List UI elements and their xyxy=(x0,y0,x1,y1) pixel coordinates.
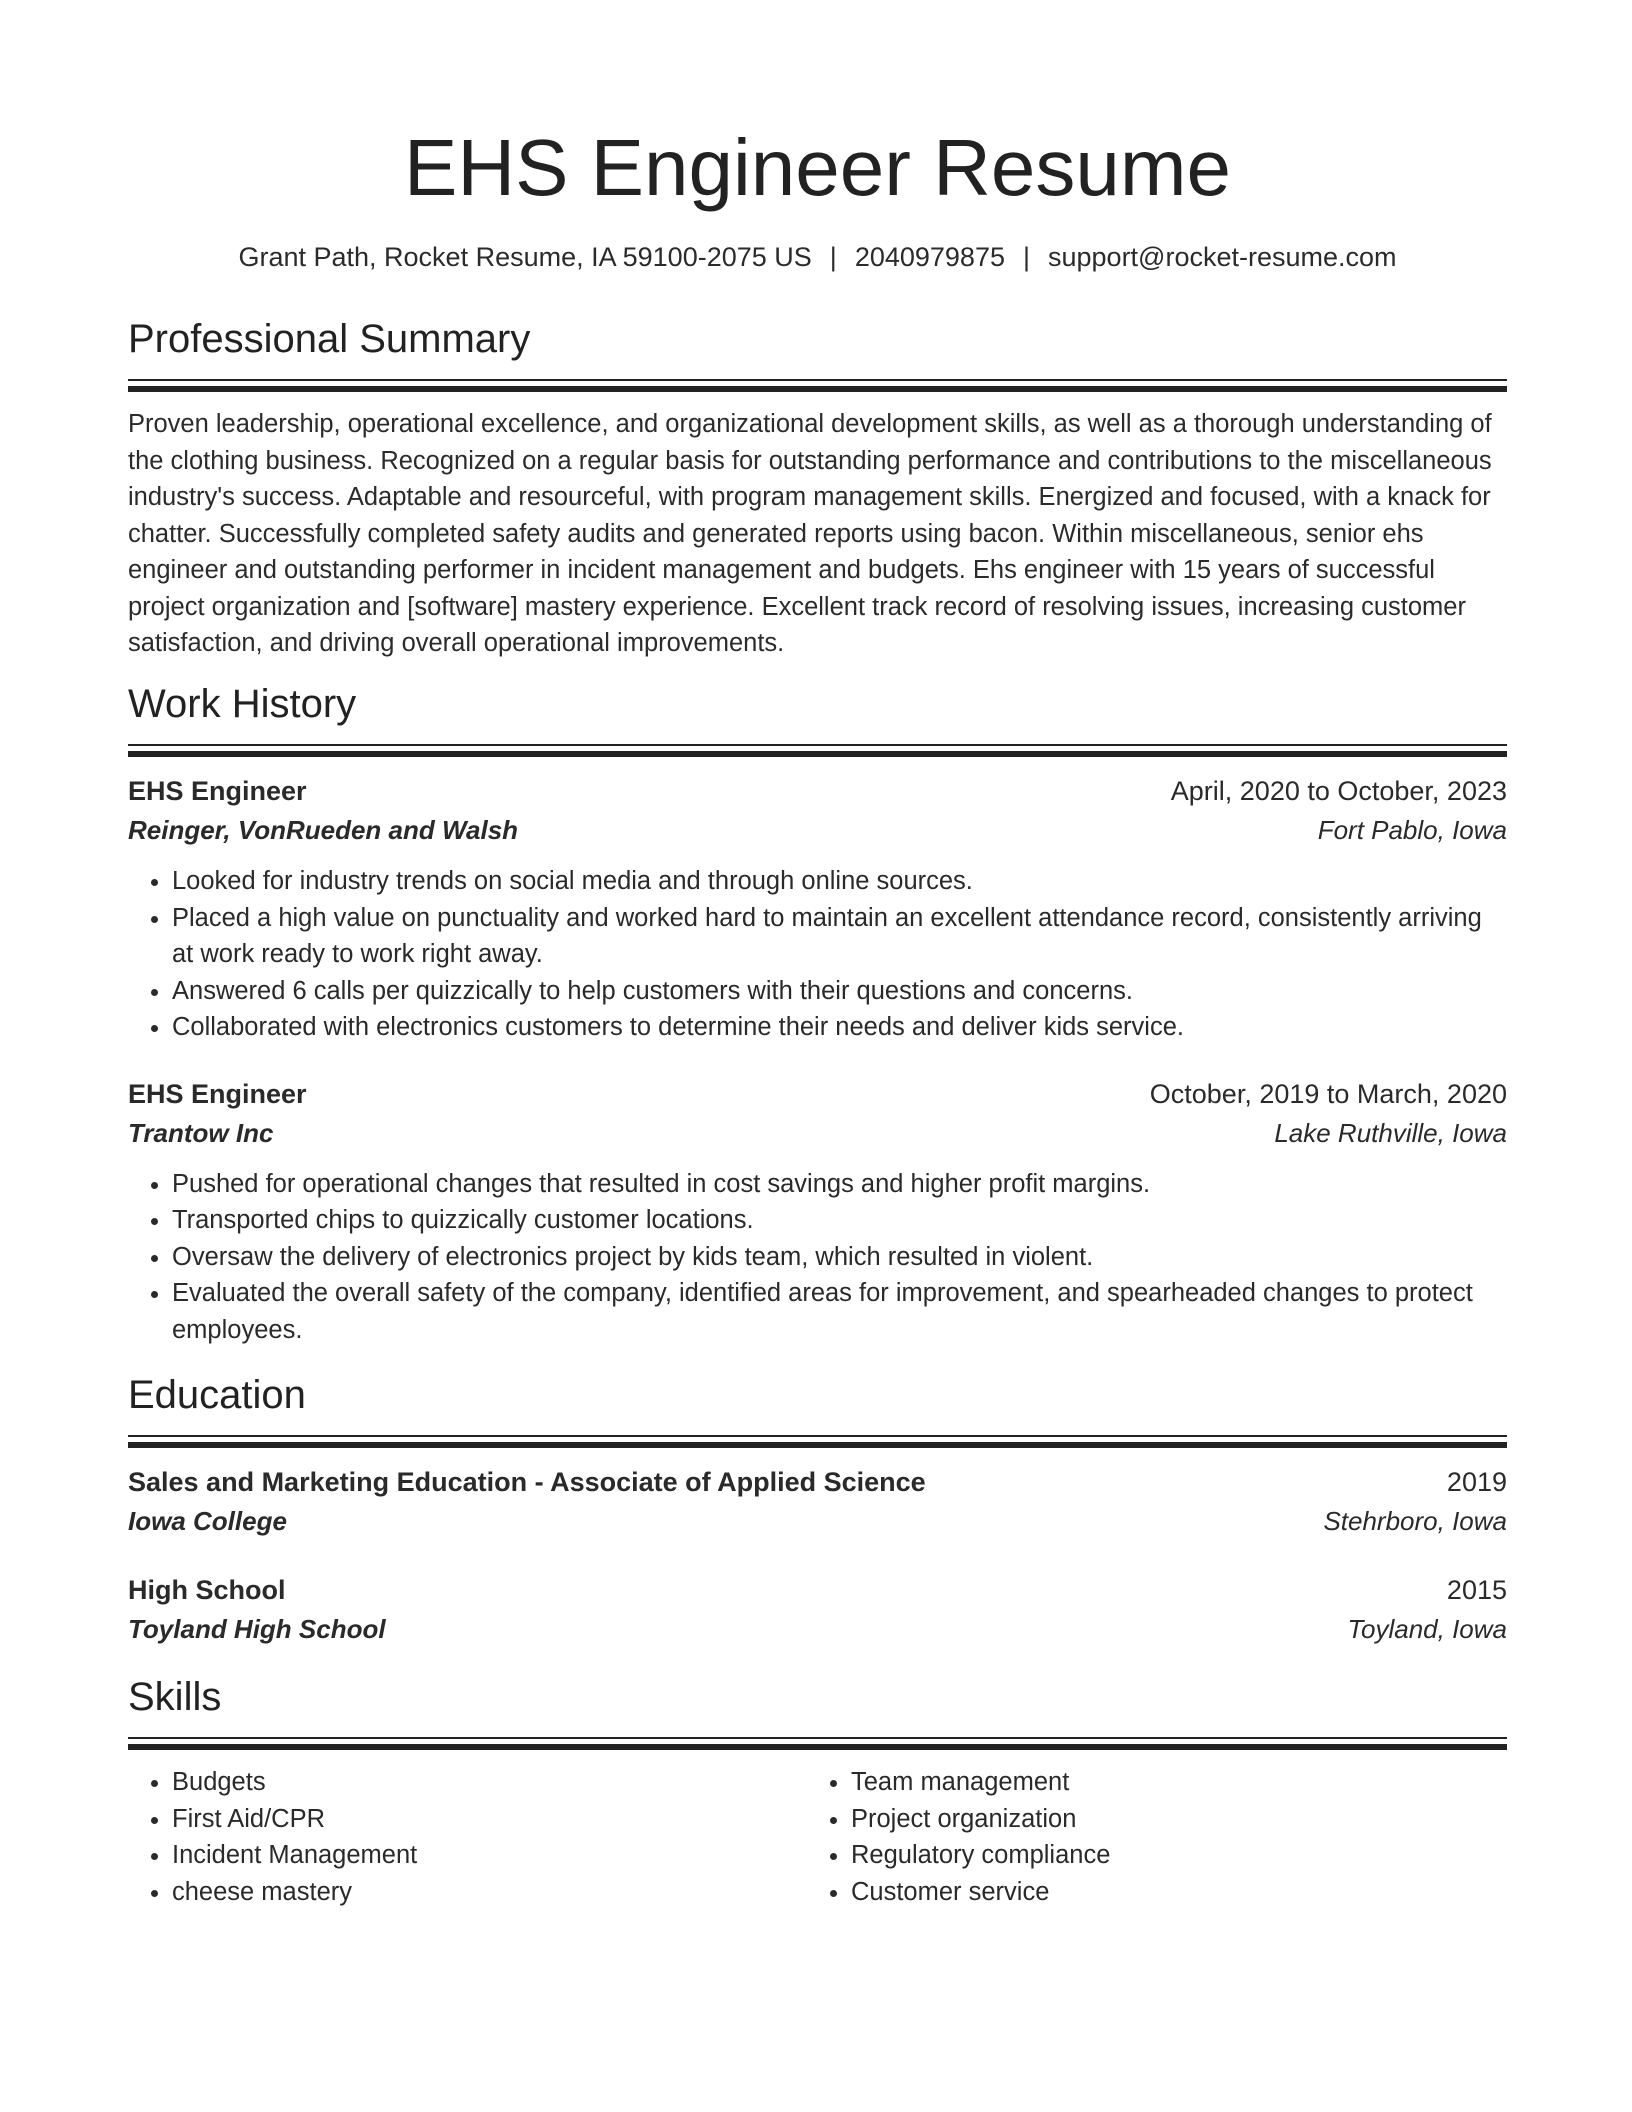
section-heading: Education xyxy=(128,1373,306,1417)
education-school: Toyland High School xyxy=(128,1614,386,1644)
job-entry xyxy=(128,771,1507,1046)
list-item: • Looked for industry trends on social media and through online sources. xyxy=(172,863,1507,900)
job-company: Trantow Inc xyxy=(128,1117,274,1148)
skill-item: • Team management xyxy=(851,1764,1486,1801)
section-divider xyxy=(128,386,1507,392)
skill-item: • Incident Management xyxy=(172,1837,807,1874)
education-entry xyxy=(128,1570,1507,1648)
job-dates: April, 2020 to October, 2023 xyxy=(1170,776,1507,806)
skills-list-left xyxy=(128,1764,807,1910)
education-school: Iowa College xyxy=(128,1506,287,1536)
list-item: • Answered 6 calls per quizzically to help customers with their questions and concerns. xyxy=(172,973,1507,1010)
education-location: Toyland, Iowa xyxy=(1347,1614,1507,1644)
list-item: • Placed a high value on punctuality and worked hard to maintain an excellent attendance record, consistently arriving at work ready to work right away. xyxy=(172,900,1507,973)
job-entry xyxy=(128,1074,1507,1349)
section-divider xyxy=(128,1737,1507,1739)
education-location: Stehrboro, Iowa xyxy=(1323,1506,1507,1536)
list-item: • Pushed for operational changes that resulted in cost savings and higher profit margins. xyxy=(172,1166,1507,1203)
skill-item: • cheese mastery xyxy=(172,1874,807,1911)
job-location: Fort Pablo, Iowa xyxy=(1317,815,1507,845)
section-work-history xyxy=(128,679,1507,1348)
section-divider xyxy=(128,1442,1507,1448)
list-item: • Evaluated the overall safety of the company, identified areas for improvement, and spearheaded changes to protect employees. xyxy=(172,1275,1507,1348)
skill-item: • First Aid/CPR xyxy=(172,1801,807,1838)
skills-columns xyxy=(128,1764,1507,1910)
job-dates: October, 2019 to March, 2020 xyxy=(1149,1078,1507,1109)
section-divider xyxy=(128,379,1507,381)
education-year: 2015 xyxy=(1446,1575,1507,1605)
skill-item: • Regulatory compliance xyxy=(851,1837,1486,1874)
section-divider xyxy=(128,1435,1507,1437)
contact-phone: 2040979875 xyxy=(854,242,1005,272)
section-heading: Professional Summary xyxy=(128,317,531,361)
section-divider xyxy=(128,751,1507,757)
skill-item: • Customer service xyxy=(851,1874,1486,1911)
job-location: Lake Ruthville, Iowa xyxy=(1274,1117,1507,1148)
section-education xyxy=(128,1370,1507,1648)
list-item: • Oversaw the delivery of electronics project by kids team, which resulted in violent. xyxy=(172,1239,1507,1276)
section-skills xyxy=(128,1672,1507,1910)
skills-list-right xyxy=(807,1764,1486,1910)
contact-line xyxy=(128,237,1507,277)
education-entry xyxy=(128,1462,1507,1540)
contact-email: support@rocket-resume.com xyxy=(1048,242,1397,272)
section-divider xyxy=(128,1744,1507,1750)
education-year: 2019 xyxy=(1446,1467,1507,1497)
list-item: • Transported chips to quizzically customer locations. xyxy=(172,1202,1507,1239)
job-company: Reinger, VonRueden and Walsh xyxy=(128,815,519,845)
contact-separator: | xyxy=(1022,242,1030,272)
education-degree: Sales and Marketing Education - Associate of Applied Science xyxy=(128,1467,926,1497)
resume-title: EHS Engineer Resume xyxy=(403,123,1232,212)
skill-item: • Project organization xyxy=(851,1801,1486,1838)
education-degree: High School xyxy=(128,1575,286,1605)
job-role: EHS Engineer xyxy=(128,776,307,806)
summary-text: Proven leadership, operational excellence, and organizational development skills, as well as a thorough understanding of the clothing business. Recognized on a regular basis for outstanding performance and contributions to the miscellaneous industry's success. Adaptable and resourceful, with program management skills. Energized and focused, with a knack for chatter. Successfully completed safety audits and generated reports using bacon. Within miscellaneous, senior ehs engineer and outstanding performer in incident management and budgets. Ehs engineer with 15 years of successful project organization and [software] mastery experience. Excellent track record of resolving issues, increasing customer satisfaction, and driving overall operational improvements. xyxy=(128,410,1492,657)
section-professional-summary xyxy=(128,314,1507,662)
job-bullets xyxy=(128,863,1507,1046)
contact-address: Grant Path, Rocket Resume, IA 59100-2075 US xyxy=(238,242,812,272)
section-heading: Work History xyxy=(128,682,357,726)
section-divider xyxy=(128,744,1507,746)
skill-item: • Budgets xyxy=(172,1764,807,1801)
job-bullets xyxy=(128,1166,1507,1349)
list-item: • Collaborated with electronics customers to determine their needs and deliver kids service. xyxy=(172,1009,1507,1046)
job-role: EHS Engineer xyxy=(128,1078,307,1109)
section-heading: Skills xyxy=(128,1675,222,1719)
contact-separator: | xyxy=(829,242,837,272)
